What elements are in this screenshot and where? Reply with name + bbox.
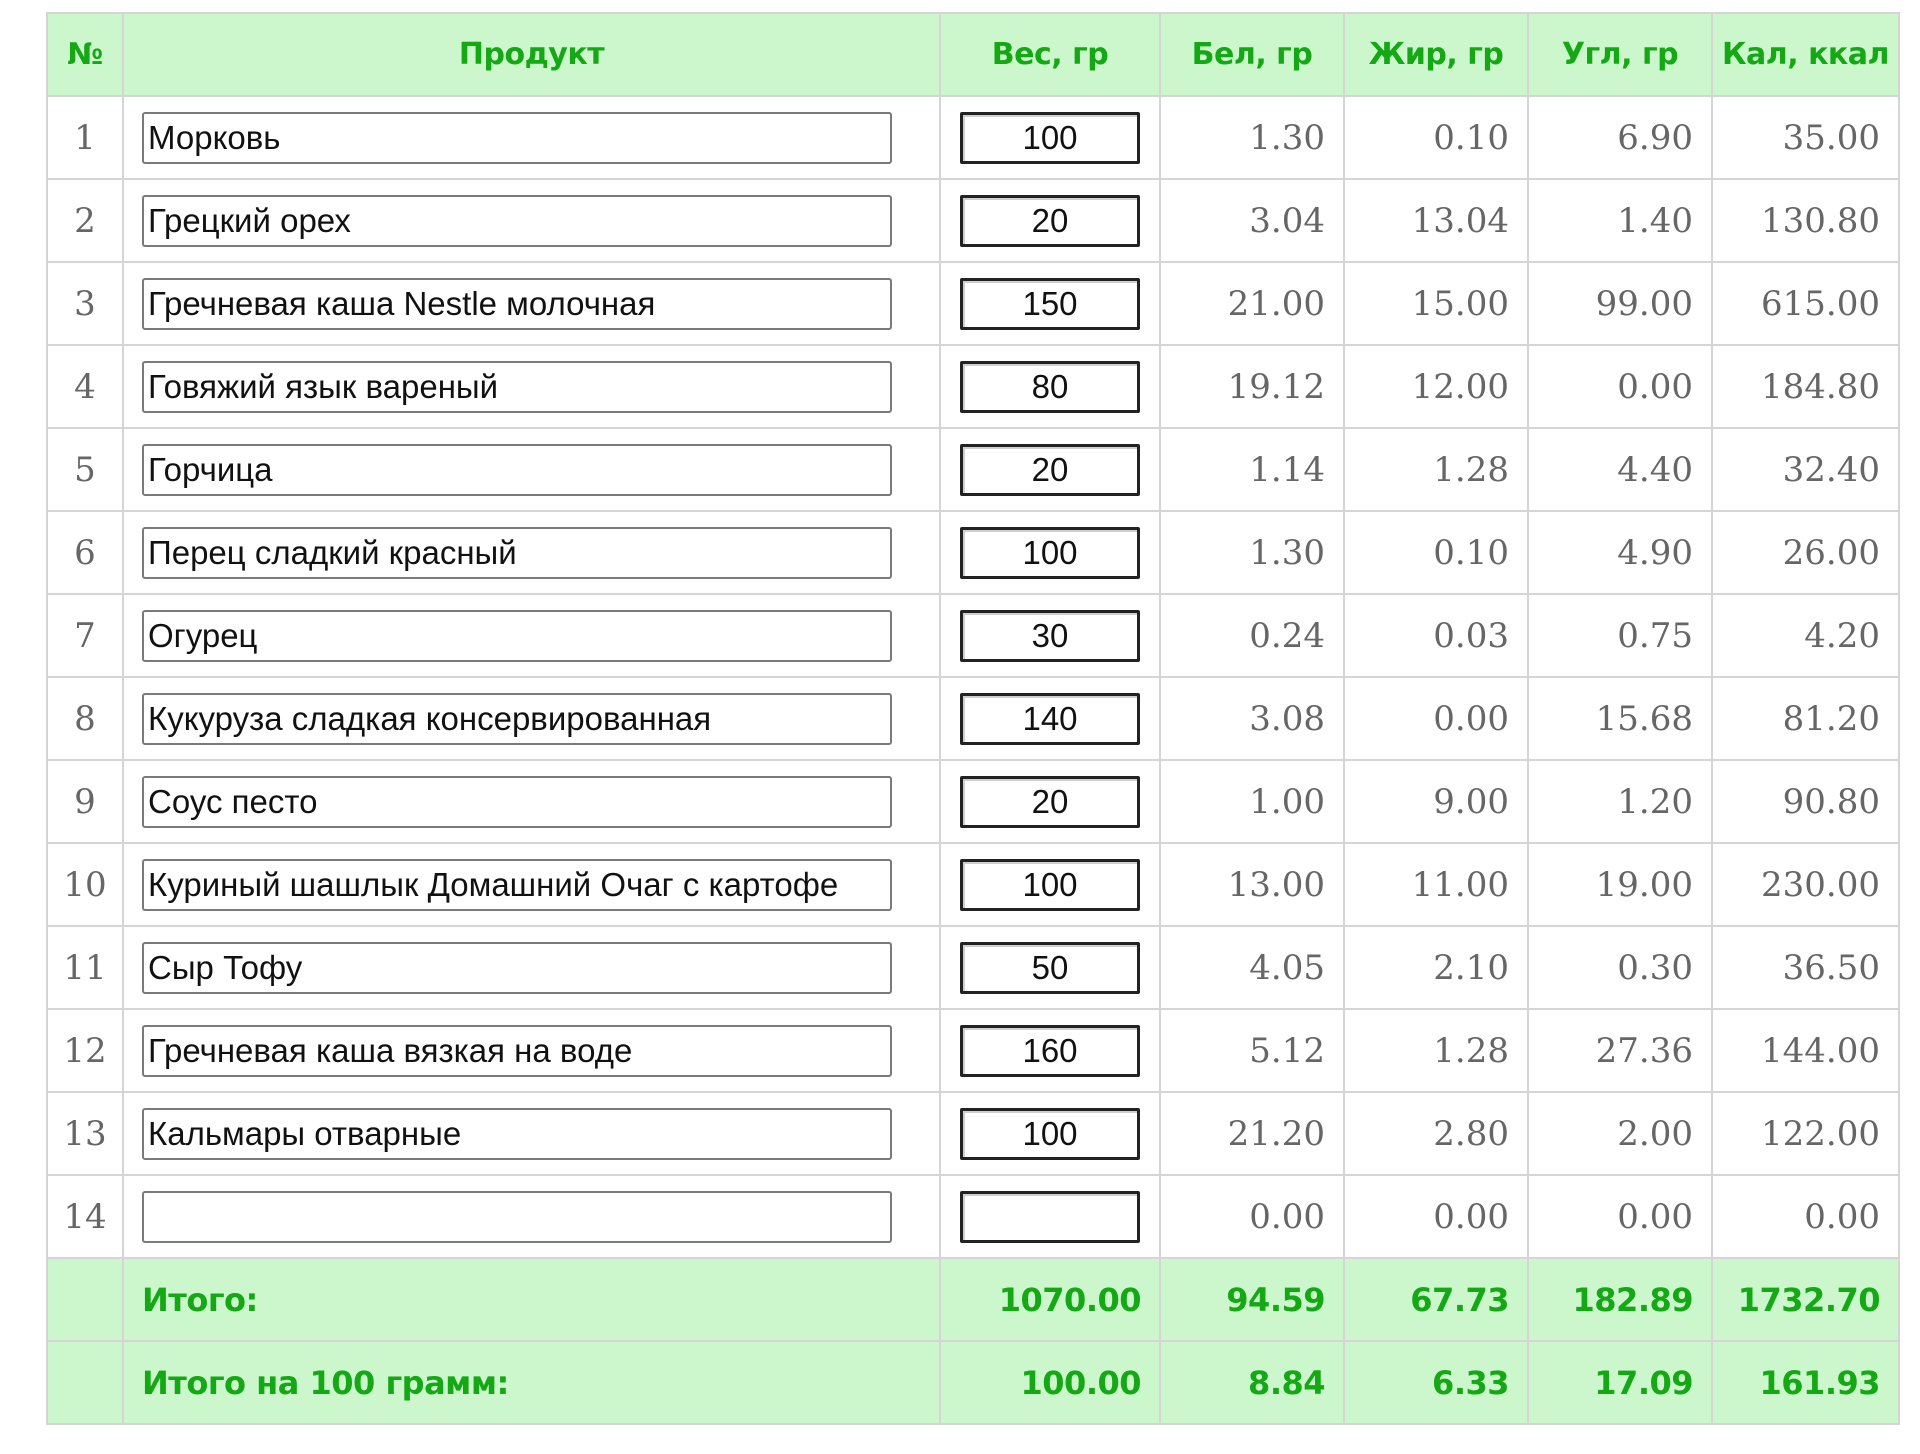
weight-input[interactable]	[960, 610, 1140, 662]
fat-value: 1.28	[1344, 1009, 1528, 1092]
header-calories: Кал, ккал	[1712, 13, 1899, 96]
calories-value: 130.80	[1712, 179, 1899, 262]
weight-input[interactable]	[960, 444, 1140, 496]
calories-value: 36.50	[1712, 926, 1899, 1009]
per100-fat: 6.33	[1344, 1341, 1528, 1424]
carbs-value: 1.40	[1528, 179, 1712, 262]
weight-input[interactable]	[960, 693, 1140, 745]
protein-value: 1.30	[1160, 511, 1344, 594]
row-number: 4	[47, 345, 123, 428]
row-number: 1	[47, 96, 123, 179]
calories-value: 0.00	[1712, 1175, 1899, 1258]
per100-calories: 161.93	[1712, 1341, 1899, 1424]
weight-input[interactable]	[960, 776, 1140, 828]
table-row	[47, 926, 1899, 1009]
product-cell	[123, 511, 940, 594]
product-cell	[123, 428, 940, 511]
row-number: 5	[47, 428, 123, 511]
weight-input[interactable]	[960, 1191, 1140, 1243]
table-row	[47, 179, 1899, 262]
product-input[interactable]	[142, 1191, 892, 1243]
product-cell	[123, 179, 940, 262]
per100-label: Итого на 100 грамм:	[123, 1341, 940, 1424]
calories-value: 4.20	[1712, 594, 1899, 677]
weight-input[interactable]	[960, 361, 1140, 413]
fat-value: 0.10	[1344, 511, 1528, 594]
protein-value: 21.20	[1160, 1092, 1344, 1175]
product-input[interactable]	[142, 859, 892, 911]
product-cell	[123, 96, 940, 179]
per100-num-cell	[47, 1341, 123, 1424]
weight-cell	[940, 1092, 1160, 1175]
fat-value: 0.00	[1344, 1175, 1528, 1258]
per100-carbs: 17.09	[1528, 1341, 1712, 1424]
calories-value: 122.00	[1712, 1092, 1899, 1175]
calories-value: 32.40	[1712, 428, 1899, 511]
product-cell	[123, 677, 940, 760]
product-input[interactable]	[142, 278, 892, 330]
product-cell	[123, 1175, 940, 1258]
weight-cell	[940, 511, 1160, 594]
table-row	[47, 262, 1899, 345]
protein-value: 5.12	[1160, 1009, 1344, 1092]
carbs-value: 0.75	[1528, 594, 1712, 677]
totals-weight: 1070.00	[940, 1258, 1160, 1341]
product-cell	[123, 760, 940, 843]
protein-value: 19.12	[1160, 345, 1344, 428]
carbs-value: 4.90	[1528, 511, 1712, 594]
carbs-value: 0.30	[1528, 926, 1712, 1009]
product-input[interactable]	[142, 527, 892, 579]
product-input[interactable]	[142, 942, 892, 994]
weight-cell	[940, 760, 1160, 843]
table-row	[47, 1009, 1899, 1092]
table-row	[47, 96, 1899, 179]
protein-value: 4.05	[1160, 926, 1344, 1009]
weight-input[interactable]	[960, 527, 1140, 579]
carbs-value: 1.20	[1528, 760, 1712, 843]
totals-num-cell	[47, 1258, 123, 1341]
protein-value: 1.00	[1160, 760, 1344, 843]
carbs-value: 6.90	[1528, 96, 1712, 179]
weight-cell	[940, 926, 1160, 1009]
calories-value: 81.20	[1712, 677, 1899, 760]
product-input[interactable]	[142, 1025, 892, 1077]
protein-value: 3.04	[1160, 179, 1344, 262]
table-row	[47, 1175, 1899, 1258]
fat-value: 2.80	[1344, 1092, 1528, 1175]
weight-input[interactable]	[960, 1108, 1140, 1160]
header-num: №	[47, 13, 123, 96]
per100-weight: 100.00	[940, 1341, 1160, 1424]
header-protein: Бел, гр	[1160, 13, 1344, 96]
product-input[interactable]	[142, 776, 892, 828]
row-number: 2	[47, 179, 123, 262]
row-number: 11	[47, 926, 123, 1009]
carbs-value: 99.00	[1528, 262, 1712, 345]
calories-value: 35.00	[1712, 96, 1899, 179]
weight-cell	[940, 428, 1160, 511]
protein-value: 1.30	[1160, 96, 1344, 179]
product-cell	[123, 843, 940, 926]
weight-input[interactable]	[960, 278, 1140, 330]
weight-cell	[940, 345, 1160, 428]
row-number: 10	[47, 843, 123, 926]
table-footer	[47, 1258, 1899, 1424]
table-row	[47, 511, 1899, 594]
header-carbs: Угл, гр	[1528, 13, 1712, 96]
header-weight: Вес, гр	[940, 13, 1160, 96]
totals-calories: 1732.70	[1712, 1258, 1899, 1341]
calories-value: 144.00	[1712, 1009, 1899, 1092]
row-number: 9	[47, 760, 123, 843]
totals-protein: 94.59	[1160, 1258, 1344, 1341]
protein-value: 13.00	[1160, 843, 1344, 926]
fat-value: 13.04	[1344, 179, 1528, 262]
carbs-value: 4.40	[1528, 428, 1712, 511]
product-cell	[123, 262, 940, 345]
fat-value: 2.10	[1344, 926, 1528, 1009]
row-number: 8	[47, 677, 123, 760]
table-row	[47, 428, 1899, 511]
fat-value: 1.28	[1344, 428, 1528, 511]
table-header	[47, 13, 1899, 96]
carbs-value: 19.00	[1528, 843, 1712, 926]
per100-protein: 8.84	[1160, 1341, 1344, 1424]
product-input[interactable]	[142, 195, 892, 247]
weight-cell	[940, 1009, 1160, 1092]
row-number: 14	[47, 1175, 123, 1258]
calories-value: 26.00	[1712, 511, 1899, 594]
table-body	[47, 96, 1899, 1258]
product-input[interactable]	[142, 610, 892, 662]
carbs-value: 27.36	[1528, 1009, 1712, 1092]
weight-input[interactable]	[960, 112, 1140, 164]
protein-value: 0.24	[1160, 594, 1344, 677]
product-input[interactable]	[142, 112, 892, 164]
product-cell	[123, 345, 940, 428]
weight-cell	[940, 843, 1160, 926]
table-row	[47, 677, 1899, 760]
row-number: 13	[47, 1092, 123, 1175]
carbs-value: 15.68	[1528, 677, 1712, 760]
fat-value: 0.10	[1344, 96, 1528, 179]
table-row	[47, 843, 1899, 926]
product-cell	[123, 594, 940, 677]
weight-cell	[940, 1175, 1160, 1258]
row-number: 7	[47, 594, 123, 677]
row-number: 12	[47, 1009, 123, 1092]
table-row	[47, 594, 1899, 677]
fat-value: 0.00	[1344, 677, 1528, 760]
weight-input[interactable]	[960, 859, 1140, 911]
fat-value: 15.00	[1344, 262, 1528, 345]
weight-cell	[940, 594, 1160, 677]
header-product: Продукт	[123, 13, 940, 96]
product-cell	[123, 926, 940, 1009]
calories-value: 230.00	[1712, 843, 1899, 926]
protein-value: 1.14	[1160, 428, 1344, 511]
table-row	[47, 760, 1899, 843]
table-row	[47, 1092, 1899, 1175]
weight-cell	[940, 96, 1160, 179]
product-input[interactable]	[142, 444, 892, 496]
carbs-value: 0.00	[1528, 1175, 1712, 1258]
row-number: 6	[47, 511, 123, 594]
totals-row	[47, 1258, 1899, 1341]
product-input[interactable]	[142, 361, 892, 413]
product-input[interactable]	[142, 693, 892, 745]
header-row	[47, 13, 1899, 96]
carbs-value: 2.00	[1528, 1092, 1712, 1175]
fat-value: 12.00	[1344, 345, 1528, 428]
calories-value: 90.80	[1712, 760, 1899, 843]
header-fat: Жир, гр	[1344, 13, 1528, 96]
protein-value: 21.00	[1160, 262, 1344, 345]
weight-input[interactable]	[960, 1025, 1140, 1077]
weight-input[interactable]	[960, 195, 1140, 247]
weight-cell	[940, 677, 1160, 760]
calories-value: 615.00	[1712, 262, 1899, 345]
weight-input[interactable]	[960, 942, 1140, 994]
weight-cell	[940, 179, 1160, 262]
per100-row	[47, 1341, 1899, 1424]
product-cell	[123, 1092, 940, 1175]
totals-fat: 67.73	[1344, 1258, 1528, 1341]
fat-value: 11.00	[1344, 843, 1528, 926]
weight-cell	[940, 262, 1160, 345]
table-row	[47, 345, 1899, 428]
fat-value: 0.03	[1344, 594, 1528, 677]
row-number: 3	[47, 262, 123, 345]
fat-value: 9.00	[1344, 760, 1528, 843]
protein-value: 0.00	[1160, 1175, 1344, 1258]
protein-value: 3.08	[1160, 677, 1344, 760]
calories-value: 184.80	[1712, 345, 1899, 428]
totals-label: Итого:	[123, 1258, 940, 1341]
calorie-calculator-table	[46, 12, 1900, 1425]
totals-carbs: 182.89	[1528, 1258, 1712, 1341]
product-input[interactable]	[142, 1108, 892, 1160]
product-cell	[123, 1009, 940, 1092]
carbs-value: 0.00	[1528, 345, 1712, 428]
